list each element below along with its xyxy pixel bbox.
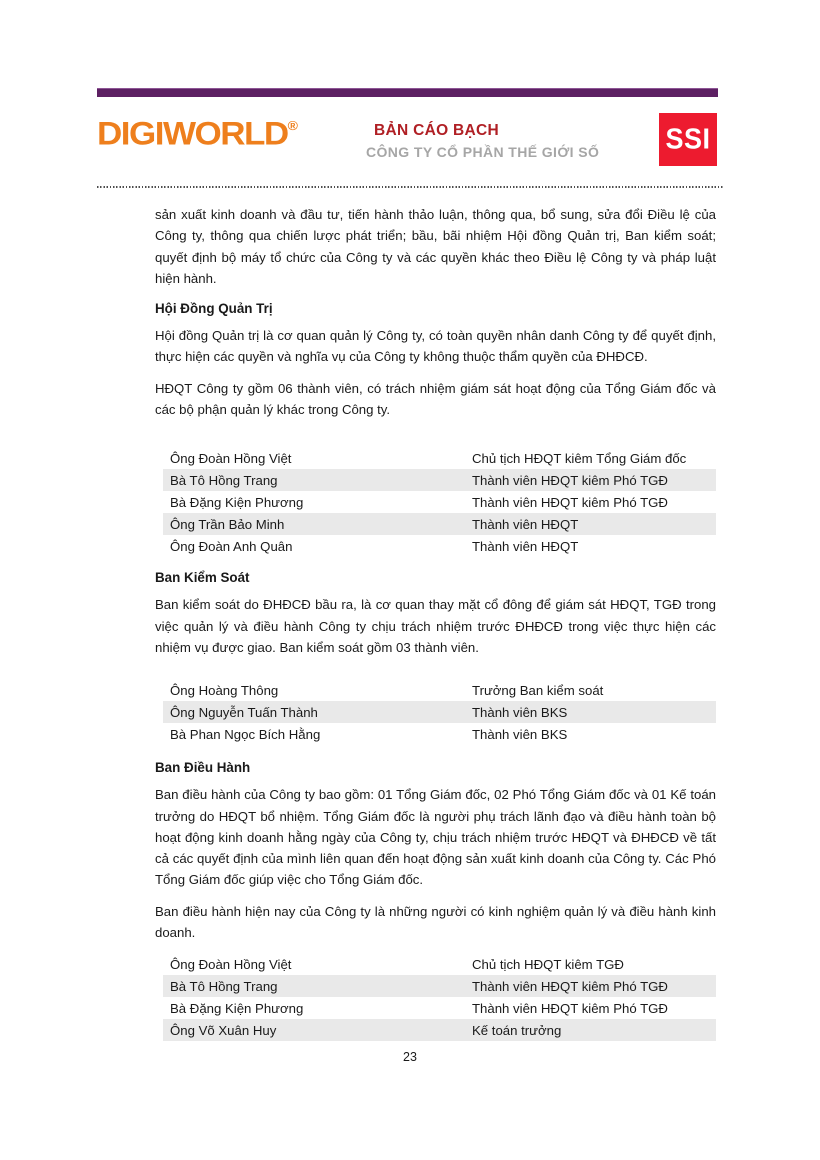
member-name: Ông Trần Bảo Minh xyxy=(170,516,285,532)
member-title: Thành viên HĐQT kiêm Phó TGĐ xyxy=(472,978,668,994)
table-row xyxy=(163,535,716,557)
registered-trademark-icon: ® xyxy=(287,117,298,133)
member-name: Bà Tô Hồng Trang xyxy=(170,978,278,994)
member-name: Ông Đoàn Anh Quân xyxy=(170,538,293,554)
member-title: Chủ tịch HĐQT kiêm TGĐ xyxy=(472,956,624,972)
header-titles xyxy=(366,122,599,160)
digiworld-logo-text: DIGIWORLD xyxy=(97,116,288,152)
member-title: Thành viên HĐQT xyxy=(472,516,579,532)
member-name: Ông Nguyễn Tuấn Thành xyxy=(170,704,318,720)
table-row xyxy=(163,513,716,535)
member-title: Thành viên HĐQT kiêm Phó TGĐ xyxy=(472,1000,668,1016)
digiworld-logo xyxy=(97,116,298,153)
intro-paragraph: sản xuất kinh doanh và đầu tư, tiến hành thảo luận, thông qua, bổ sung, sửa đổi Điều lệ của Công ty, thông qua chiến lược phát triển; bầu, bãi nhiệm Hội đồng Quản trị, Ban kiểm soát; quyết định bộ máy tổ chức của Công ty và các quyền khác theo Điều lệ Công ty và pháp luật hiện hành. xyxy=(155,207,716,286)
member-title: Thành viên HĐQT kiêm Phó TGĐ xyxy=(472,494,668,510)
member-title: Thành viên HĐQT xyxy=(472,538,579,554)
table-row xyxy=(163,953,716,975)
table-row xyxy=(163,469,716,491)
board-members-table xyxy=(163,447,716,557)
board-paragraph-1: Hội đồng Quản trị là cơ quan quản lý Công ty, có toàn quyền nhân danh Công ty để quyết định, thực hiện các quyền và nghĩa vụ của Công ty không thuộc thẩm quyền của ĐHĐCĐ. xyxy=(155,328,716,365)
table-row xyxy=(163,679,716,701)
board-paragraph-2: HĐQT Công ty gồm 06 thành viên, có trách nhiệm giám sát hoạt động của Tổng Giám đốc và các bộ phận quản lý khác trong Công ty. xyxy=(155,380,716,418)
header-purple-bar xyxy=(97,88,718,97)
member-name: Ông Võ Xuân Huy xyxy=(170,1022,277,1038)
table-row xyxy=(163,447,716,469)
table-row xyxy=(163,997,716,1019)
ssi-logo-text: SSI xyxy=(665,123,711,155)
table-row xyxy=(163,1019,716,1041)
company-name: CÔNG TY CỔ PHẦN THẾ GIỚI SỐ xyxy=(366,144,600,160)
page-content xyxy=(155,204,716,1041)
supervisory-paragraph-1: Ban kiểm soát do ĐHĐCĐ bầu ra, là cơ quan thay mặt cổ đông để giám sát HĐQT, TGĐ trong việc quản lý và điều hành Công ty chịu trách nhiệm trước ĐHĐCĐ trong việc thực hiện các nhiệm vụ được giao. Ban kiểm soát gồm 03 thành viên. xyxy=(155,597,716,655)
ssi-logo xyxy=(659,113,717,166)
member-name: Ông Hoàng Thông xyxy=(170,682,279,698)
member-title: Kế toán trưởng xyxy=(472,1022,562,1038)
section-heading-executive: Ban Điều Hành xyxy=(155,760,251,776)
executive-paragraph-1: Ban điều hành của Công ty bao gồm: 01 Tổng Giám đốc, 02 Phó Tổng Giám đốc và 01 Kế toán trưởng do HĐQT bổ nhiệm. Tổng Giám đốc là người phụ trách lãnh đạo và điều hành toàn bộ hoạt động kinh doanh hằng ngày của Công ty, chịu trách nhiệm trước HĐQT và ĐHĐCĐ về tất cả các quyết định của mình liên quan đến hoạt động sản xuất kinh doanh của Công ty. Các Phó Tổng Giám đốc giúp việc cho Tổng Giám đốc. xyxy=(155,787,716,888)
member-name: Ông Đoàn Hồng Việt xyxy=(170,450,292,466)
section-heading-supervisory: Ban Kiểm Soát xyxy=(155,570,250,586)
member-title: Trưởng Ban kiểm soát xyxy=(472,682,604,698)
member-title: Thành viên HĐQT kiêm Phó TGĐ xyxy=(472,472,668,488)
member-name: Bà Tô Hồng Trang xyxy=(170,472,278,488)
section-heading-board: Hội Đồng Quản Trị xyxy=(155,301,273,317)
member-name: Bà Đặng Kiện Phương xyxy=(170,1000,304,1016)
table-row xyxy=(163,723,716,745)
member-name: Bà Đặng Kiện Phương xyxy=(170,494,304,510)
page-number: 23 xyxy=(403,1050,417,1064)
member-title: Thành viên BKS xyxy=(472,704,568,720)
executive-members-table xyxy=(163,953,716,1041)
member-title: Chủ tịch HĐQT kiêm Tổng Giám đốc xyxy=(472,450,687,466)
member-title: Thành viên BKS xyxy=(472,726,568,742)
header-divider-dotted-line xyxy=(97,186,724,188)
table-row xyxy=(163,701,716,723)
member-name: Bà Phan Ngọc Bích Hằng xyxy=(170,726,321,742)
document-title: BẢN CÁO BẠCH xyxy=(374,122,500,139)
table-row xyxy=(163,975,716,997)
member-name: Ông Đoàn Hồng Việt xyxy=(170,956,292,972)
executive-paragraph-2: Ban điều hành hiện nay của Công ty là những người có kinh nghiệm quản lý và điều hành kinh doanh. xyxy=(155,903,716,941)
table-row xyxy=(163,491,716,513)
supervisory-members-table xyxy=(163,679,716,745)
